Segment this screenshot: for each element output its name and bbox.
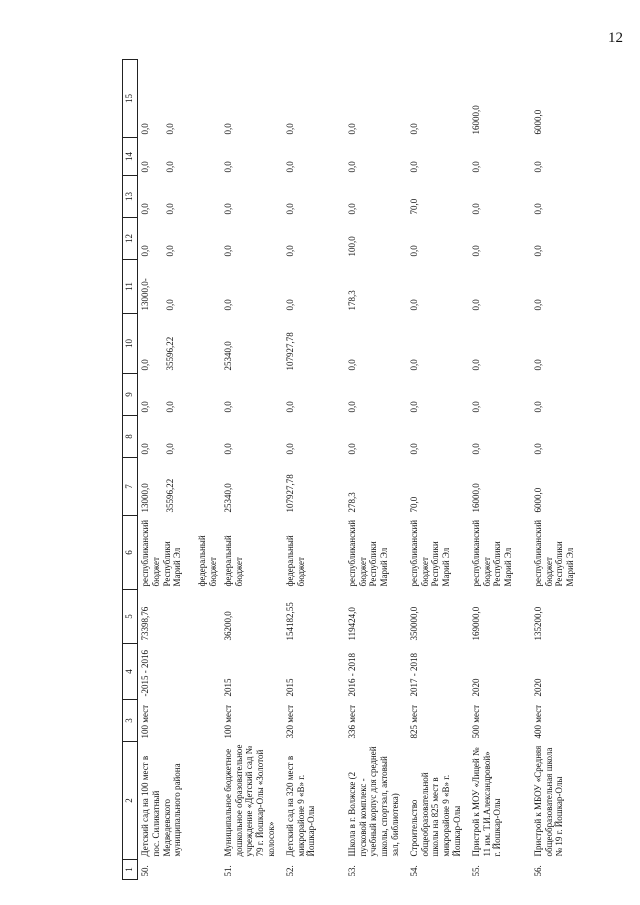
amount-cell-c7 [283,458,345,516]
source-cell [469,516,531,590]
source-name: республиканский бюджет Республики Марий Эл [470,519,514,587]
amount-cell-c11 [138,260,221,314]
amount-value: 0,0 [470,443,481,455]
amount-value: 0,0 [532,245,543,257]
amount-cell-c8 [407,416,469,458]
object-name-cell: Муниципальное бюджетное дошкольное образовательное учреждение «Детский сад № 79 г. Йошкар-Олы «Золотой колосок» [222,744,276,857]
column-header: 13 [123,176,138,218]
source-cell [531,516,593,590]
amount-cell-c12 [221,218,283,260]
row-number-cell: 55. [470,865,481,877]
amount-cell-c7 [138,458,221,516]
period-cell: 2020 [470,678,481,697]
amount-cell-c9 [345,374,407,416]
amount-cell-c7 [407,458,469,516]
table-body [123,60,593,880]
header-row [123,60,138,880]
amount-cell-c13 [345,176,407,218]
capacity-cell: 100 мест [222,704,233,739]
source-spacer [183,519,197,587]
amount-cell-c10 [283,314,345,374]
table-row [283,60,345,880]
amount-value: 0,0 [140,443,150,455]
source-name: республиканский бюджет Республики Марий Эл [346,519,390,587]
capacity-cell: 100 мест [140,704,150,739]
amount-value: 16000,0 [470,483,481,513]
source-spacer [151,63,165,135]
amount-cell-c10 [221,314,283,374]
amount-value: 0,0 [470,203,481,215]
amount-cell-c9 [469,374,531,416]
amount-value: 6000,0 [532,109,543,135]
object-name-cell: Пристрой к МБОУ «Средняя общеобразовательная школа № 19 г. Йошкар-Олы [532,745,565,857]
amount-value: 0,0 [164,123,175,135]
amount-value: 0,0 [222,123,233,135]
amount-value: 0,0 [164,161,175,173]
amount-value: 16000,0 [470,105,481,135]
source-name: республиканский бюджет Республики Марий Эл [140,519,183,587]
amount-value: 0,0 [346,203,357,215]
column-header: 7 [123,458,138,516]
period-cell: 2020 [532,678,543,697]
cost-cell: 119424,0 [346,607,357,641]
amount-cell-c11 [531,260,593,314]
amount-value: 278,3 [346,492,357,513]
source-cell [283,516,345,590]
amount-value: 0,0 [532,443,543,455]
source-spacer [151,141,165,173]
amount-value: 0,0 [222,299,233,311]
table-row [469,60,531,880]
amount-value: 100,0 [346,236,357,257]
table-row [221,60,283,880]
column-header: 1 [123,860,138,880]
amount-cell-c12 [469,218,531,260]
amount-value: 0,0 [222,443,233,455]
source-name: республиканский бюджет Республики Марий Эл [408,519,452,587]
amount-value: 25340,0 [222,483,233,513]
row-number-cell: 50. [140,865,150,877]
column-header: 3 [123,700,138,742]
column-header: 4 [123,644,138,700]
capacity-cell: 336 мест [346,704,357,739]
amount-value: 0,0 [470,161,481,173]
amount-cell-c8 [531,416,593,458]
amount-value: 0,0 [222,401,233,413]
amount-value: 70,0 [408,496,419,513]
amount-value: 0,0 [140,359,150,371]
amount-value: 0,0 [222,245,233,257]
amount-cell-c8 [138,416,221,458]
amount-cell-c12 [345,218,407,260]
column-header: 9 [123,374,138,416]
amount-cell-c8 [283,416,345,458]
amount-cell-c15 [407,60,469,138]
amount-cell-c14 [407,138,469,176]
amount-cell-c13 [283,176,345,218]
amount-cell-c15 [138,60,221,138]
amount-cell-c11 [407,260,469,314]
period-cell: 2015 [284,678,295,697]
amount-cell-c15 [469,60,531,138]
amount-value: 0,0 [346,443,357,455]
page-number: 12 [608,30,623,46]
capacity-cell: 320 мест [284,704,295,739]
amount-value: 107927,78 [284,332,295,371]
column-header: 6 [123,516,138,590]
column-header: 8 [123,416,138,458]
amount-value: 35596,22 [164,478,175,513]
amount-cell-c12 [407,218,469,260]
amount-cell-c9 [138,374,221,416]
column-header: 15 [123,60,138,138]
amount-value: 0,0 [346,359,357,371]
amount-value: 0,0 [408,161,419,173]
source-name: федеральный бюджет [222,535,244,587]
source-cell [345,516,407,590]
amount-cell-c13 [469,176,531,218]
amount-cell-c14 [469,138,531,176]
amount-value: 0,0 [140,161,150,173]
amount-cell-c14 [345,138,407,176]
row-number-cell: 56. [532,865,543,877]
amount-value: 0,0 [284,401,295,413]
amount-value: 13000,0 [140,483,150,513]
amount-cell-c7 [469,458,531,516]
column-header: 2 [123,742,138,860]
amount-value: 178,3 [346,290,357,311]
amount-cell-c15 [345,60,407,138]
amount-cell-c15 [283,60,345,138]
amount-value: 0,0 [346,401,357,413]
amount-value: 35596,22 [164,336,175,371]
amount-value: 0,0 [532,203,543,215]
source-name: республиканский бюджет Республики Марий Эл [532,519,576,587]
amount-value: 0,0 [164,401,175,413]
source-spacer [151,263,165,311]
amount-cell-c8 [345,416,407,458]
amount-cell-c11 [469,260,531,314]
column-header: 10 [123,314,138,374]
source-spacer [151,221,165,257]
amount-cell-c7 [531,458,593,516]
amount-value: 0,0 [284,203,295,215]
object-name-cell: Школа в г. Волжске (2 пусковой комплекс - учебный корпус для средней школы, спортзал, актовый зал, библиотека) [346,746,400,857]
amount-cell-c9 [531,374,593,416]
source-spacer [151,179,165,215]
amount-cell-c14 [138,138,221,176]
capacity-cell: 400 мест [532,704,543,739]
amount-cell-c12 [283,218,345,260]
amount-value: 0,0 [532,299,543,311]
amount-value: 25340,0 [222,341,233,371]
table-row [407,60,469,880]
source-spacer [151,317,165,371]
amount-cell-c15 [531,60,593,138]
table-row [138,60,221,880]
amount-cell-c13 [407,176,469,218]
amount-value: 6000,0 [532,487,543,513]
amount-cell-c7 [221,458,283,516]
cost-cell: 169000,0 [470,606,481,641]
amount-cell-c13 [138,176,221,218]
amount-cell-c10 [469,314,531,374]
amount-value: 0,0 [284,443,295,455]
amount-value: 70,0 [408,198,419,215]
table-row [345,60,407,880]
period-cell: -2015 - 2016 [140,650,150,697]
row-number-cell: 51. [222,865,233,877]
source-name: федеральный бюджет [197,535,218,587]
amount-value: 0,0 [222,161,233,173]
amount-value: 0,0 [408,443,419,455]
row-number-cell: 52. [284,865,295,877]
amount-value: 0,0 [140,401,150,413]
amount-value: 0,0 [470,299,481,311]
amount-value: 0,0 [140,123,150,135]
amount-cell-c13 [221,176,283,218]
amount-value: 0,0 [346,161,357,173]
amount-cell-c10 [345,314,407,374]
amount-value: 0,0 [284,123,295,135]
source-name: федеральный бюджет [284,535,306,587]
object-name-cell: Детский сад на 100 мест в пос. Силикатный Медведевского муниципального района [140,755,183,857]
source-spacer [151,461,165,513]
cost-cell: 350000,0 [408,606,419,641]
period-cell: 2016 - 2018 [346,653,357,697]
amount-cell-c8 [221,416,283,458]
amount-cell-c13 [531,176,593,218]
amount-cell-c12 [138,218,221,260]
amount-value: 0,0 [470,359,481,371]
column-header: 11 [123,260,138,314]
amount-value: 0,0 [284,299,295,311]
source-spacer [151,419,165,455]
amount-value: 0,0 [164,203,175,215]
object-name-cell: Строительство общеобразовательной школы на 825 мест в микрорайоне 9 «В» г. Йошкар-Олы [408,772,462,857]
amount-cell-c9 [283,374,345,416]
amount-cell-c12 [531,218,593,260]
period-cell: 2015 [222,678,233,697]
budget-table [122,59,593,880]
amount-value: 0,0 [470,245,481,257]
cost-cell: 135200,0 [532,606,543,641]
amount-value: 0,0 [284,161,295,173]
period-cell: 2017 - 2018 [408,653,419,697]
amount-cell-c15 [221,60,283,138]
amount-value: 0,0 [140,203,150,215]
row-number-cell: 54. [408,865,419,877]
column-header: 12 [123,218,138,260]
amount-cell-c11 [283,260,345,314]
amount-value: 0,0 [164,299,175,311]
object-name-cell: Пристрой к МОУ «Лицей № 11 им. Т.И.Александровой» г. Йошкар-Олы [470,747,503,857]
amount-value: 0,0 [408,401,419,413]
amount-value: 0,0 [164,443,175,455]
amount-value: 0,0 [284,245,295,257]
row-number-cell: 53. [346,865,357,877]
cost-cell: 154182,55 [284,602,295,641]
amount-cell-c11 [345,260,407,314]
amount-cell-c14 [283,138,345,176]
amount-value: 0,0 [346,123,357,135]
cost-cell: 73398,76 [140,606,150,641]
amount-cell-c7 [345,458,407,516]
amount-value: 0,0 [140,245,150,257]
amount-value: 0,0 [164,245,175,257]
amount-cell-c9 [221,374,283,416]
amount-cell-c9 [407,374,469,416]
amount-value: 0,0 [408,299,419,311]
source-cell [407,516,469,590]
column-header: 5 [123,590,138,644]
table-row [531,60,593,880]
amount-cell-c10 [407,314,469,374]
amount-cell-c11 [221,260,283,314]
amount-value: 0,0 [408,359,419,371]
amount-value: 0,0 [470,401,481,413]
amount-value: 0,0 [532,359,543,371]
amount-cell-c10 [138,314,221,374]
amount-value: 0,0 [532,401,543,413]
capacity-cell: 825 мест [408,704,419,739]
column-header: 14 [123,138,138,176]
object-name-cell: Детский сад на 320 мест в микрорайоне 9 «В» г. Йошкар-Олы [284,755,317,857]
source-cell [138,516,221,590]
amount-cell-c10 [531,314,593,374]
rotated-table-wrapper [122,94,640,880]
amount-value: 0,0 [408,245,419,257]
amount-cell-c14 [531,138,593,176]
amount-value: 0,0 [532,161,543,173]
amount-value: 0,0 [408,123,419,135]
cost-cell: 36200,0 [222,611,233,641]
source-spacer [151,377,165,413]
amount-value: 0,0 [222,203,233,215]
source-cell [221,516,283,590]
amount-cell-c8 [469,416,531,458]
amount-value: 107927,78 [284,474,295,513]
amount-value: 13000,0- [140,278,150,311]
capacity-cell: 500 мест [470,704,481,739]
amount-cell-c14 [221,138,283,176]
